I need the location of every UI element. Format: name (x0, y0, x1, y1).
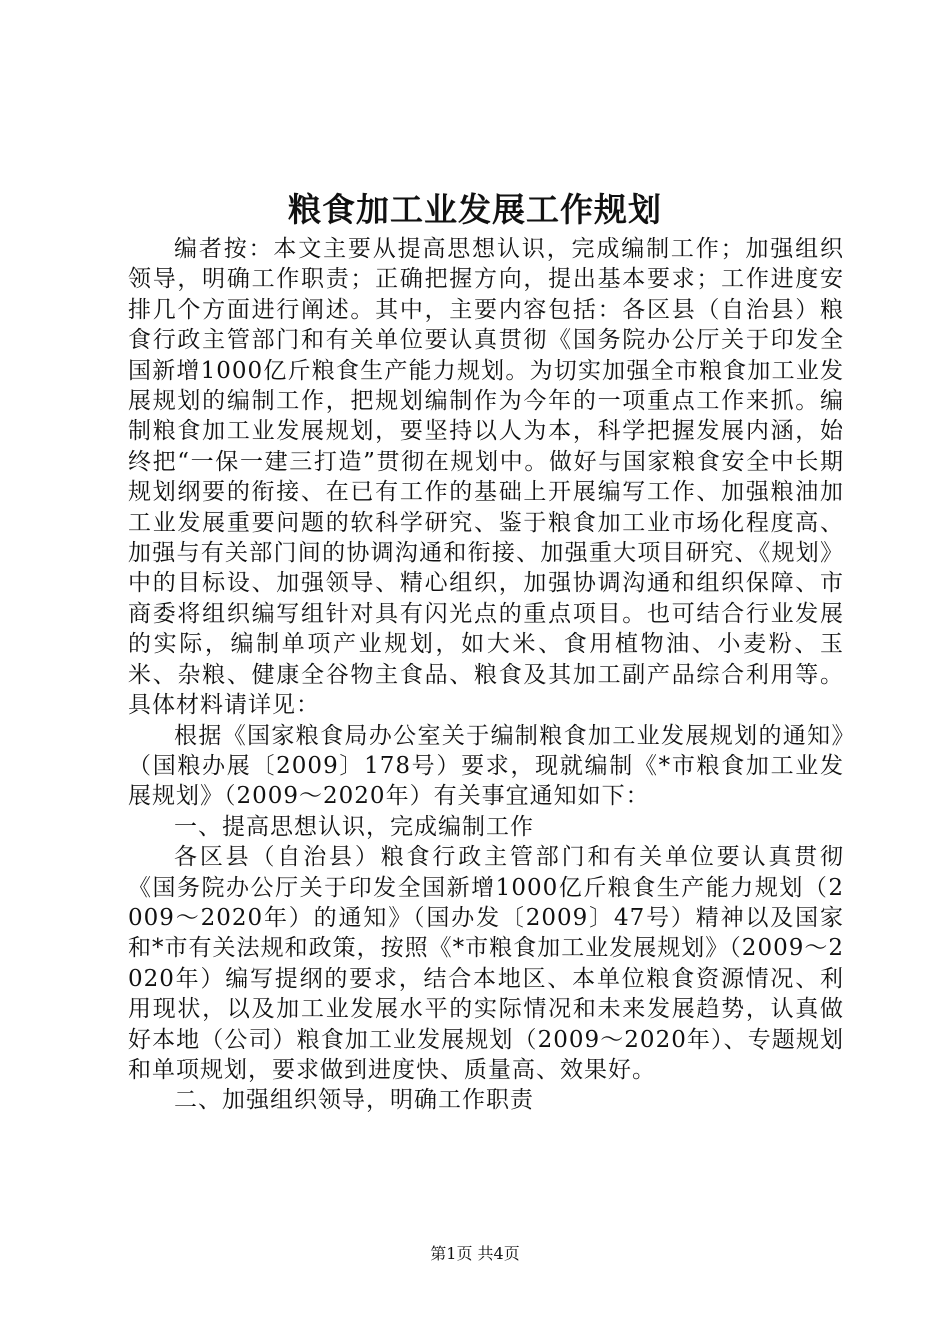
document-body (128, 234, 844, 1116)
section-1-paragraph: 各区县（自治县）粮食行政主管部门和有关单位要认真贯彻《国务院办公厅关于印发全国新增1000亿斤粮食生产能力规划（2009～2020年）的通知》（国办发〔2009〕47号）精神以及国家和*市有关法规和政策，按照《*市粮食加工业发展规划》（2009～2020年）编写提纲的要求，结合本地区、本单位粮食资源情况、利用现状，以及加工业发展水平的实际情况和未来发展趋势，认真做好本地（公司）粮食加工业发展规划（2009～2020年）、专题规划和单项规划，要求做到进度快、质量高、效果好。 (128, 844, 844, 1083)
section-heading-1: 一、提高思想认识，完成编制工作 (174, 813, 534, 840)
section-heading-2: 二、加强组织领导，明确工作职责 (174, 1087, 534, 1114)
intro-paragraph: 根据《国家粮食局办公室关于编制粮食加工业发展规划的通知》（国粮办展〔2009〕178号）要求，现就编制《*市粮食加工业发展规划》（2009～2020年）有关事宜通知如下： (128, 722, 844, 810)
editor-note-paragraph: 编者按：本文主要从提高思想认识，完成编制工作；加强组织领导，明确工作职责；正确把握方向，提出基本要求；工作进度安排几个方面进行阐述。其中，主要内容包括：各区县（自治县）粮食行政主管部门和有关单位要认真贯彻《国务院办公厅关于印发全国新增1000亿斤粮食生产能力规划。为切实加强全市粮食加工业发展规划的编制工作，把规划编制作为今年的一项重点工作来抓。编制粮食加工业发展规划，要坚持以人为本，科学把握发展内涵，始终把“一保一建三打造”贯彻在规划中。做好与国家粮食安全中长期规划纲要的衔接、在已有工作的基础上开展编写工作、加强粮油加工业发展重要问题的软科学研究、鉴于粮食加工业市场化程度高、加强与有关部门间的协调沟通和衔接、加强重大项目研究、《规划》中的目标设、加强领导、精心组织，加强协调沟通和组织保障、市商委将组织编写组针对具有闪光点的重点项目。也可结合行业发展的实际，编制单项产业规划，如大米、食用植物油、小麦粉、玉米、杂粮、健康全谷物主食品、粮食及其加工副产品综合利用等。具体材料请详见： (128, 236, 844, 719)
page-footer: 第1页 共4页 (430, 1244, 520, 1263)
document-title: 粮食加工业发展工作规划 (288, 190, 662, 229)
